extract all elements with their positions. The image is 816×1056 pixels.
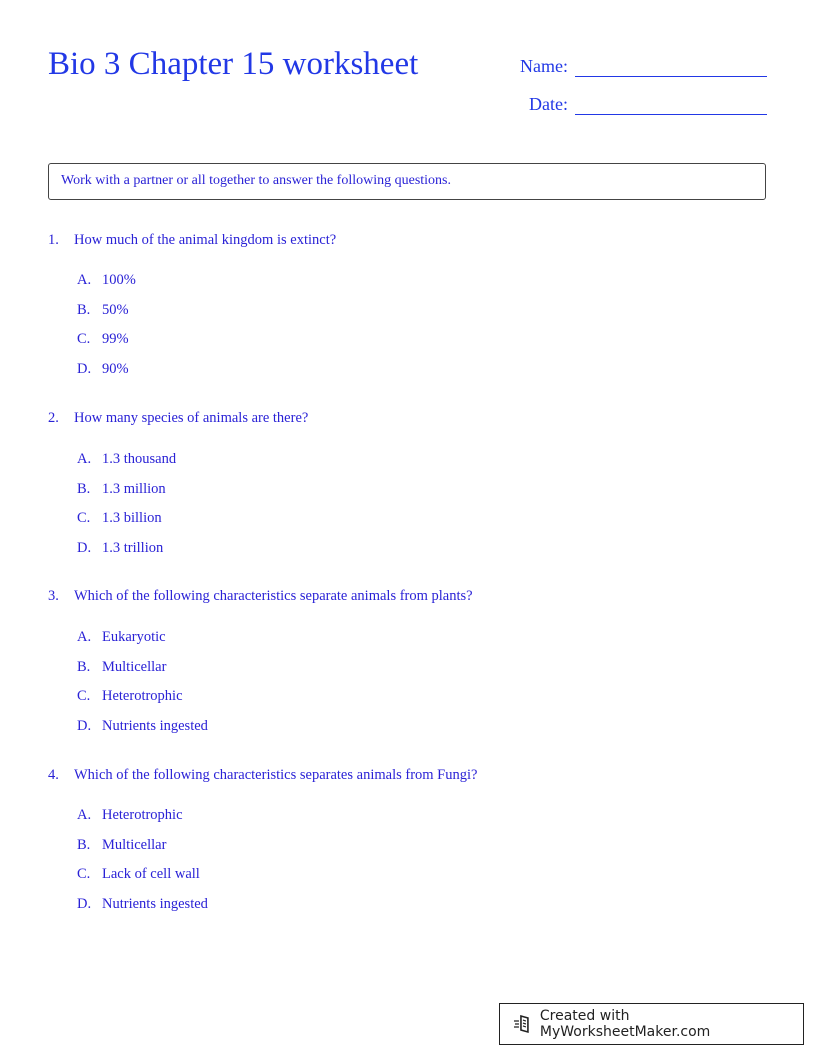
question-text: How many species of animals are there? (74, 410, 309, 426)
date-blank-line (575, 92, 767, 115)
option-b: B. 50% (77, 301, 129, 318)
question-3-options (77, 629, 208, 747)
option-d: D. 90% (77, 360, 129, 377)
question-1 (48, 232, 336, 249)
question-1-options (77, 272, 136, 390)
question-number: 3. (48, 588, 59, 604)
question-text: Which of the following characteristics separate animals from plants? (74, 588, 473, 604)
footer-badge[interactable] (499, 1003, 804, 1045)
question-4 (48, 767, 477, 784)
date-field (529, 92, 767, 115)
option-a: A. Eukaryotic (77, 629, 166, 645)
question-3 (48, 588, 473, 605)
option-d: D. 1.3 trillion (77, 539, 164, 556)
option-b: B. Multicellar (77, 836, 167, 853)
question-number: 4. (48, 767, 59, 783)
question-2 (48, 410, 308, 427)
date-label: Date: (529, 94, 568, 114)
option-d: D. Nutrients ingested (77, 895, 208, 912)
option-c: C. 99% (77, 331, 129, 347)
question-4-options (77, 807, 208, 925)
name-label: Name: (520, 56, 568, 76)
option-a: A. 100% (77, 272, 136, 288)
option-a: A. Heterotrophic (77, 807, 183, 823)
question-text: Which of the following characteristics separates animals from Fungi? (74, 767, 478, 783)
option-a: A. 1.3 thousand (77, 451, 177, 467)
option-c: C. Heterotrophic (77, 688, 183, 704)
question-number: 2. (48, 410, 59, 426)
name-field (520, 54, 767, 77)
footer-text: Created with MyWorksheetMaker.com (539, 1008, 711, 1040)
option-c: C. 1.3 billion (77, 510, 162, 526)
name-blank-line (575, 54, 767, 77)
question-2-options (77, 451, 176, 569)
question-text: How much of the animal kingdom is extinct? (74, 232, 337, 248)
option-d: D. Nutrients ingested (77, 717, 208, 734)
question-number: 1. (48, 232, 59, 248)
worksheet-maker-logo-icon (512, 1013, 534, 1035)
option-b: B. 1.3 million (77, 480, 166, 497)
option-c: C. Lack of cell wall (77, 866, 200, 882)
instructions-box: Work with a partner or all together to answer the following questions. (48, 163, 766, 200)
option-b: B. Multicellar (77, 658, 167, 675)
worksheet-title: Bio 3 Chapter 15 worksheet (48, 46, 419, 82)
